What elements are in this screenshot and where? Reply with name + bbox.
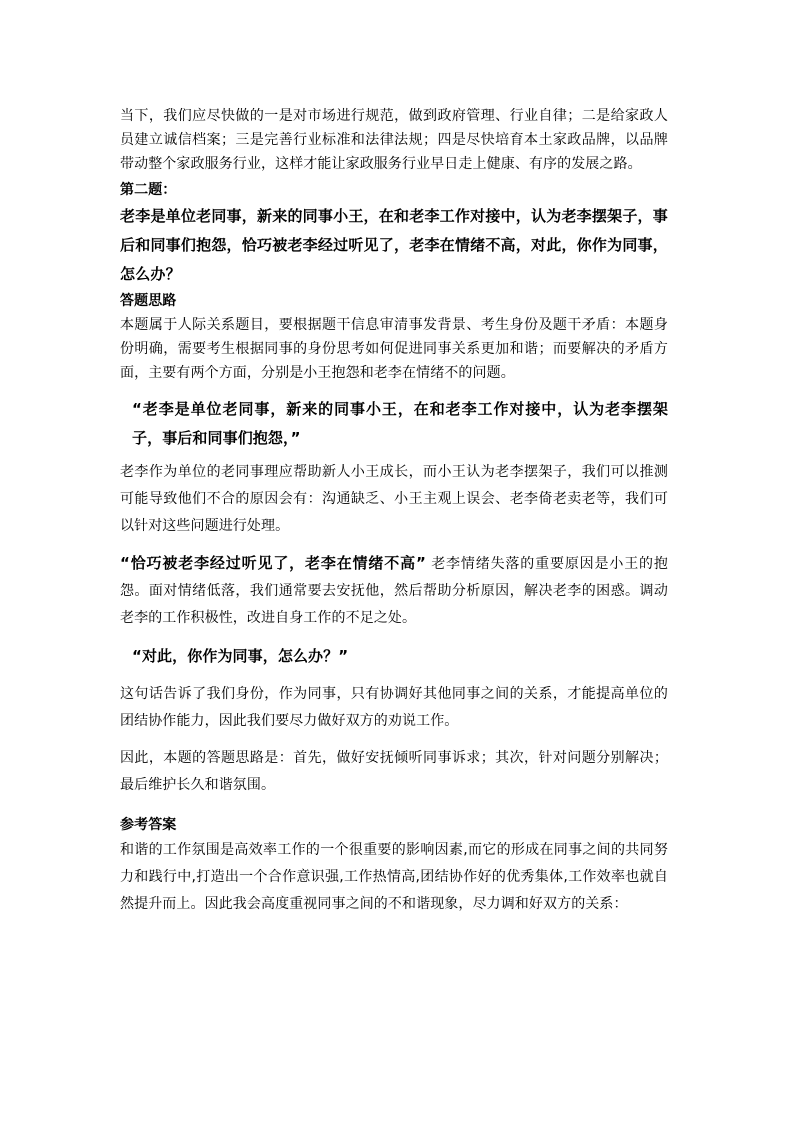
paragraph-quote2-analysis: 老李情绪失落的重要原因是小王的抱怨。面对情绪低落，我们通常要去安抚他，然后帮助分析原因，解决老李的困惑。调动老李的工作积极性，改进自身工作的不足之处。 bbox=[120, 556, 668, 626]
paragraph-quote2 bbox=[120, 550, 668, 632]
question-text: 老李是单位老同事，新来的同事小王，在和老李工作对接中，认为老李摆架子，事后和同事们抱怨，恰巧被老李经过听见了，老李在情绪不高，对此，你作为同事，怎么办？ bbox=[120, 207, 668, 283]
paragraph-market-regulation: 当下，我们应尽快做的一是对市场进行规范，做到政府管理、行业自律；二是给家政人员建立诚信档案；三是完善行业标准和法律法规；四是尽快培育本土家政品牌，以品牌带动整个家政服务行业，这样才能让家政服务行业早日走上健康、有序的发展之路。 bbox=[120, 108, 668, 172]
paragraph-reference-answer: 和谐的工作氛围是高效率工作的一个很重要的影响因素,而它的形成在同事之间的共同努力和践行中,打造出一个合作意识强,工作热情高,团结协作好的优秀集体,工作效率也就自然提升而上。因此我会高度重视同事之间的不和谐现象，尽力调和好双方的关系： bbox=[120, 842, 668, 912]
heading-second-question: 第二题： bbox=[120, 182, 177, 198]
quote-third-part: “对此，你作为同事，怎么办？” bbox=[132, 647, 349, 665]
quote-second-part: “恰巧被老李经过听见了，老李在情绪不高” bbox=[120, 554, 426, 572]
paragraph-answer-ideas: 本题属于人际关系题目，要根据题干信息审清事发背景、考生身份及题干矛盾：本题身份明确，需要考生根据同事的身份思考如何促进同事关系更加和谐；而要解决的矛盾方面，主要有两个方面，分别是小王抱怨和老李在情绪不的问题。 bbox=[120, 317, 668, 381]
heading-reference-answer: 参考答案 bbox=[120, 817, 177, 833]
paragraph-quote1-analysis: 老李作为单位的老同事理应帮助新人小王成长，而小王认为老李摆架子，我们可以推测可能导致他们不合的原因会有：沟通缺乏、小王主观上误会、老李倚老卖老等，我们可以针对这些问题进行处理。 bbox=[120, 464, 668, 534]
heading-answer-ideas: 答题思路 bbox=[120, 293, 177, 309]
document-body bbox=[120, 104, 668, 918]
quote-first-part: “老李是单位老同事，新来的同事小王，在和老李工作对接中，认为老李摆架子，事后和同事们抱怨，” bbox=[132, 400, 668, 447]
paragraph-summary: 因此，本题的答题思路是：首先，做好安抚倾听同事诉求；其次，针对问题分别解决；最后维护长久和谐氛围。 bbox=[120, 750, 668, 793]
paragraph-quote3-analysis: 这句话告诉了我们身份，作为同事，只有协调好其他同事之间的关系，才能提高单位的团结协作能力，因此我们要尽力做好双方的劝说工作。 bbox=[120, 686, 668, 729]
